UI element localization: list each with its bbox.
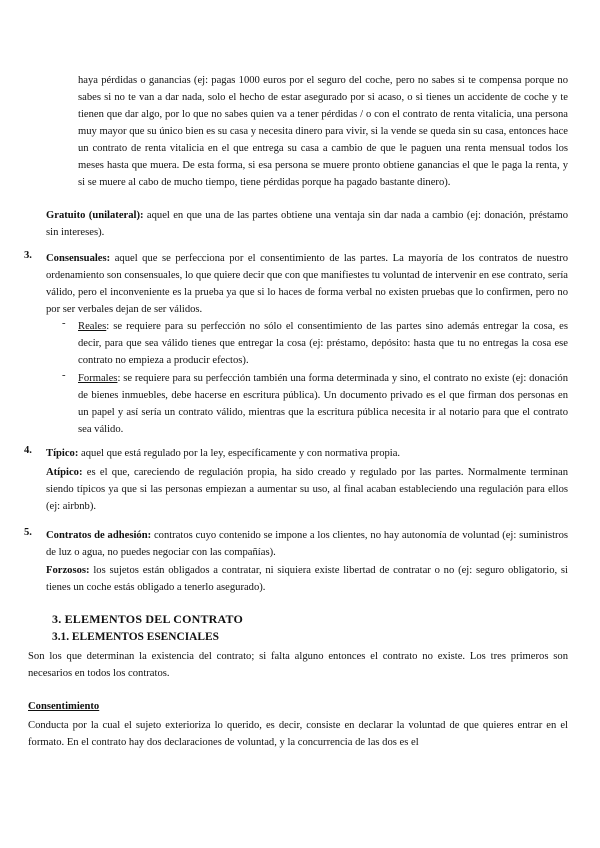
consentimiento-heading [28,698,99,715]
formales-text: : se requiere para su perfección también una forma determinada y sino, el contrato no existe (ej: donación de bienes inmuebles, debe hacerse en escritura pública). Un documento privado es el que firman dos personas en un papel y así sería un contrato válido, mientras que la escritura pública necesita ir al notario para que el contrato sea válido. [78,373,568,435]
atipico-paragraph [46,464,568,515]
consensuales-term: Consensuales: [46,253,111,264]
consentimiento-text: Conducta por la cual el sujeto exterioriza lo querido, es decir, consiste en declarar la voluntad de que quieres entrar en el formato. En el contrato hay dos declaraciones de voluntad, y la concurrencia de las dos es el [28,720,568,748]
reales-term: Reales [78,321,107,332]
adhesion-paragraph [46,527,568,561]
formales-term: Formales [78,373,118,384]
atipico-term: Atípico: [46,467,83,478]
gratuito-paragraph [46,207,568,241]
adhesion-text: contratos cuyo contenido se impone a los clientes, no hay autonomía de voluntad (ej: suministros de luz o agua, no puedes negociar con las compañías). [46,530,568,558]
consensuales-paragraph [46,250,568,318]
item-5-number: 5. [24,527,32,538]
forzosos-paragraph [46,562,568,596]
reales-dash: - [62,318,66,329]
tipico-paragraph [46,445,568,462]
item-3-number: 3. [24,250,32,261]
reales-paragraph [78,318,568,369]
forzosos-term: Forzosos: [46,565,90,576]
tipico-text: aquel que está regulado por la ley, específicamente y con normativa propia. [78,448,401,459]
consensuales-text: aquel que se perfecciona por el consentimiento de las partes. La mayoría de los contratos de nuestro ordenamiento son consensuales, lo que quiere decir que con que manifiestes tu voluntad de intervenir en ese contrato, sería válido, pero el inconveniente es la prueba ya que si lo haces de forma verbal no existen pruebas que lo confirmen, pero no por ser verbales dejan de ser válidos. [46,253,568,315]
adhesion-term: Contratos de adhesión: [46,530,152,541]
reales-text: : se requiere para su perfección no sólo el consentimiento de las partes sino además entregar la cosa, es decir, para que sea válido tienes que entregar la cosa (ej: préstamo, depósito: hasta que tu no entregas la cosa ese contrato no empieza a producir efectos). [78,321,568,366]
section-3-1-text: Son los que determinan la existencia del contrato; si falta alguno entonces el contrato no existe. Los tres primeros son necesarios en todos los contratos. [28,651,568,679]
consentimiento-heading-text: Consentimiento [28,701,100,712]
atipico-text: es el que, careciendo de regulación propia, ha sido creado y regulado por las partes. Normalmente terminan siendo típicos ya que si las personas empiezan a aumentar su uso, al final acaban estableciendo una regulación para ellos (ej: airbnb). [46,467,568,512]
gratuito-text: aquel en que una de las partes obtiene una ventaja sin dar nada a cambio (ej: donación, préstamo sin intereses). [46,210,568,238]
formales-paragraph [78,370,568,438]
tipico-term: Típico: [46,448,79,459]
item-4-number: 4. [24,445,32,456]
gratuito-term: Gratuito (unilateral): [46,210,144,221]
forzosos-text: los sujetos están obligados a contratar, ni siquiera existe libertad de contratar o no (ej: seguro obligatorio, si tienes un coche estás obligado a tenerlo asegurado). [46,565,568,593]
formales-dash: - [62,370,66,381]
oneroso-continuation: haya pérdidas o ganancias (ej: pagas 1000 euros por el seguro del coche, pero no sabes si te compensa porque no sabes si no te van a dar nada, solo el hecho de estar asegurado por si acaso, o si tienes un accidente de coche y te tienen que dar algo, por lo que no sabes quien va a tener pérdidas / o con el contrato de renta vitalicia, una persona muy mayor que su único bien es su casa y necesita dinero para vivir, si la vende se queda sin su casa, entonces hace un contrato de renta vitalicia en el que entrega su casa a cambio de que le paguen una renta mensual todos los meses hasta que muera. De esta forma, si esa persona se muere pronto obtiene ganancias el que le paga la renta, y si se muere al cabo de mucho tiempo, tiene pérdidas porque ha pagado bastante dinero). [78,75,568,188]
section-3-heading: 3. ELEMENTOS DEL CONTRATO [52,612,244,626]
section-3-1-heading: 3.1. ELEMENTOS ESENCIALES [52,631,219,643]
